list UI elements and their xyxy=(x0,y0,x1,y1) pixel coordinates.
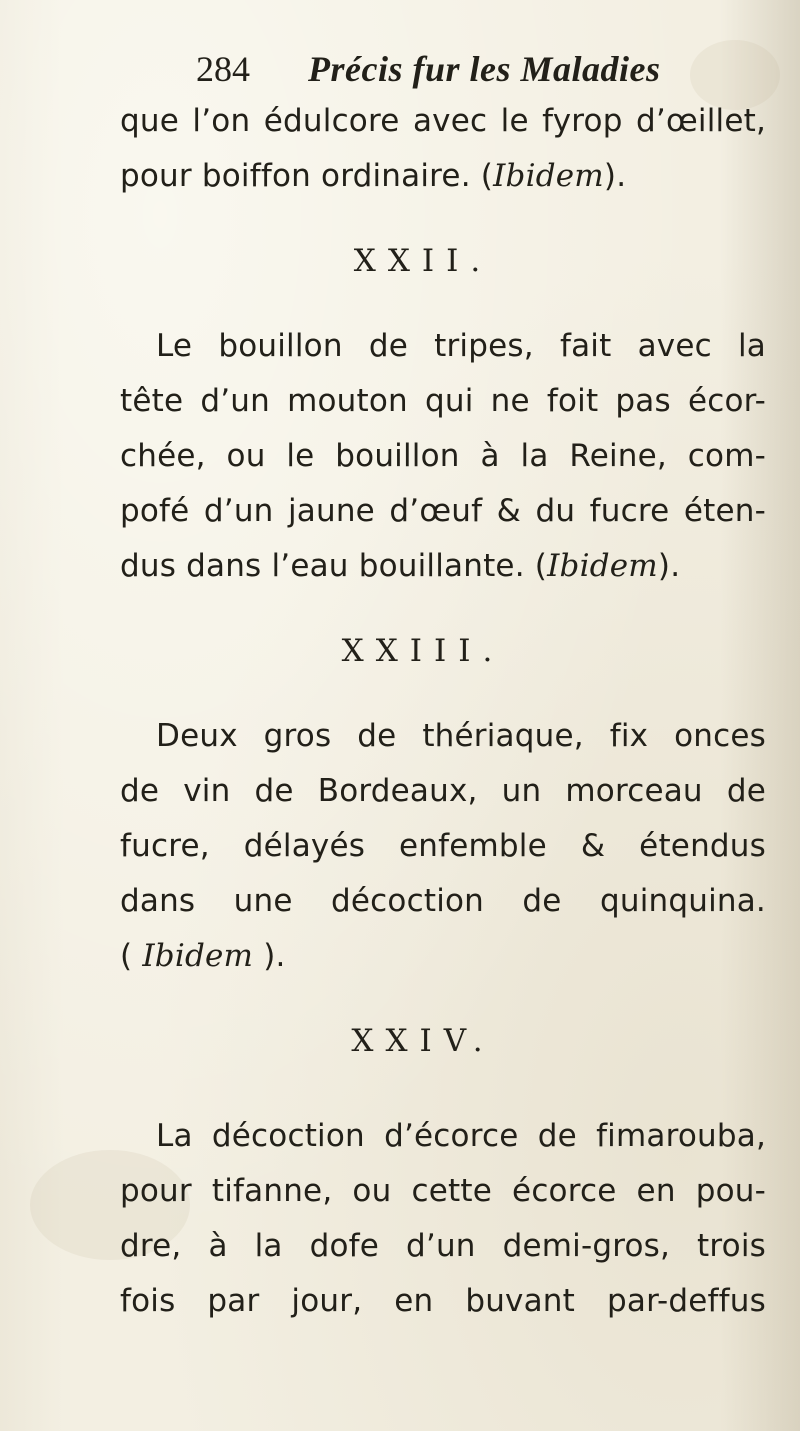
spacer xyxy=(120,289,766,319)
text-line: dans une décoction de quinquina. xyxy=(120,883,766,919)
text-line: que l’on édulcore avec le fyrop d’œillet, xyxy=(120,103,766,139)
text-line: Le bouillon de tripes, fait avec la xyxy=(156,328,766,364)
text-line xyxy=(120,929,766,984)
section-numeral: XXIII. xyxy=(341,633,505,669)
line-text: ( xyxy=(120,938,143,974)
spacer xyxy=(120,594,766,624)
running-head xyxy=(196,44,716,94)
text-line: pofé d’un jaune d’œuf & du fucre éten- xyxy=(120,493,766,529)
spacer xyxy=(120,204,766,234)
text-line xyxy=(120,149,766,204)
text-line: dre, à la dofe d’un demi-gros, trois xyxy=(120,1228,766,1264)
text-line: tête d’un mouton qui ne foit pas écor- xyxy=(120,383,766,419)
line-text: ). xyxy=(603,158,627,194)
page-number: 284 xyxy=(196,49,250,89)
section-numeral: XXIV. xyxy=(351,1023,495,1059)
text-line: fois par jour, en buvant par-deffus xyxy=(120,1283,766,1319)
reference-ibidem: Ibidem xyxy=(547,548,658,584)
text-line xyxy=(120,539,766,594)
reference-ibidem: Ibidem xyxy=(142,938,254,974)
line-text: pour boiffon ordinaire. ( xyxy=(120,158,494,194)
line-text: dus dans l’eau bouillante. ( xyxy=(120,548,548,584)
text-line: de vin de Bordeaux, un morceau de xyxy=(120,773,766,809)
spacer xyxy=(120,679,766,709)
text-line: Deux gros de thériaque, fix onces xyxy=(156,718,766,754)
spacer xyxy=(120,984,766,1014)
line-text: ). xyxy=(253,938,286,974)
text-line: pour tifanne, ou cette écorce en pou- xyxy=(120,1173,766,1209)
text-line: La décoction d’écorce de fimarouba, xyxy=(156,1118,766,1154)
line-text: ). xyxy=(657,548,681,584)
text-line: chée, ou le bouillon à la Reine, com- xyxy=(120,438,766,474)
running-title: Précis fur les Maladies xyxy=(308,49,661,89)
text-block xyxy=(120,94,766,1329)
spacer xyxy=(120,1069,766,1109)
reference-ibidem: Ibidem xyxy=(493,158,604,194)
section-numeral: XXII. xyxy=(353,243,493,279)
text-line: fucre, délayés enfemble & étendus xyxy=(120,828,766,864)
